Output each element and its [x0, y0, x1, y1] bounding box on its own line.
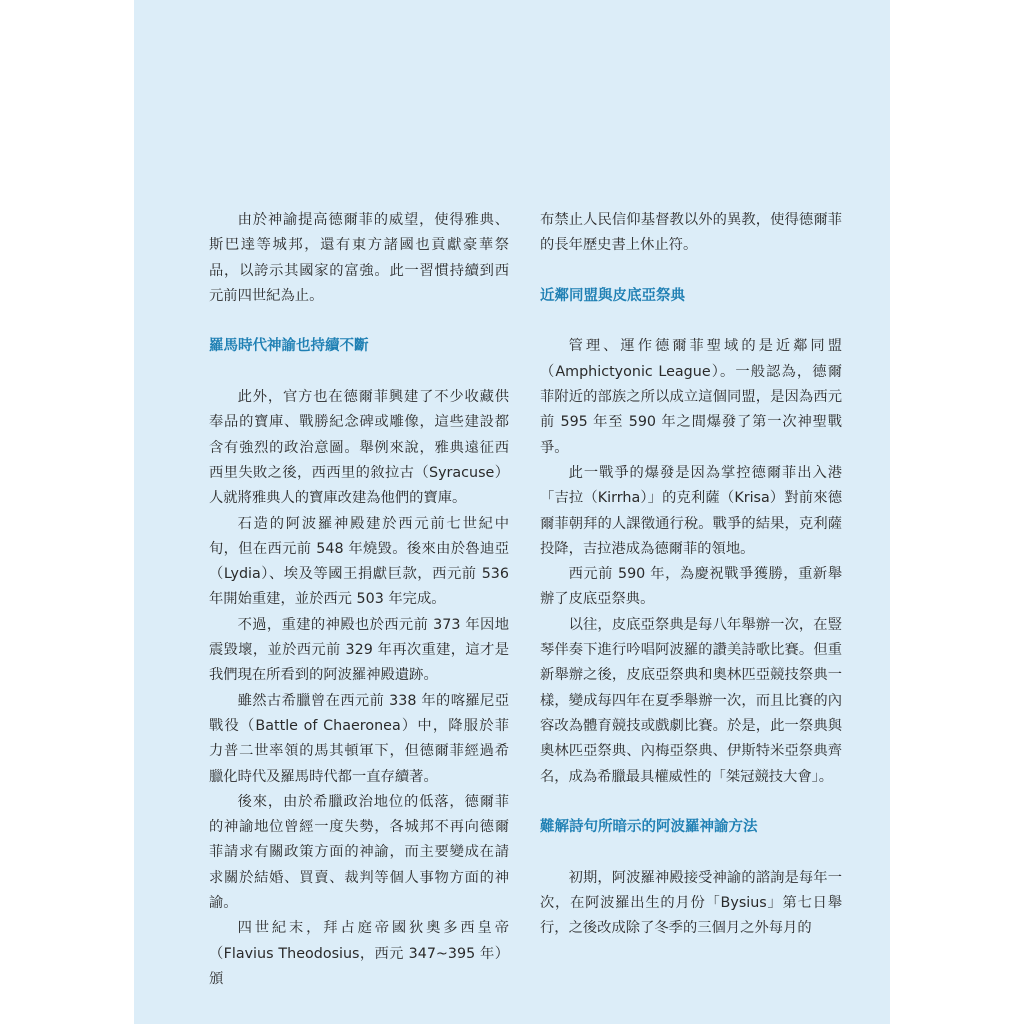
right-column [540, 208, 842, 942]
book-page [134, 0, 890, 1024]
paragraph: 四世紀末，拜占庭帝國狄奧多西皇帝（Flavius Theodosius，西元 347~395 年）頒 [209, 920, 509, 987]
paragraph: 不過，重建的神殿也於西元前 373 年因地震毀壞，並於西元前 329 年再次重建，這才是我們現在所看到的阿波羅神殿遺跡。 [209, 616, 509, 684]
paragraph: 管理、運作德爾菲聖域的是近鄰同盟（Amphictyonic League）。一般認為，德爾菲附近的部族之所以成立這個同盟，是因為西元前 595 年至 590 年之間爆發了第一次神聖戰爭。 [540, 338, 842, 456]
section-heading: 羅馬時代神諭也持續不斷 [209, 338, 369, 355]
paragraph: 西元前 590 年，為慶祝戰爭獲勝，重新舉辦了皮底亞祭典。 [540, 566, 842, 608]
paragraph: 初期，阿波羅神殿接受神諭的諮詢是每年一次，在阿波羅出生的月份「Bysius」第七日舉行，之後改成除了冬季的三個月之外每月的 [540, 869, 842, 937]
paragraph: 布禁止人民信仰基督教以外的異教，使得德爾菲的長年歷史書上休止符。 [540, 212, 842, 254]
section-heading: 近鄰同盟與皮底亞祭典 [540, 287, 685, 304]
left-column [209, 208, 509, 992]
paragraph: 雖然古希臘曾在西元前 338 年的喀羅尼亞戰役（Battle of Chaeronea）中，降服於菲力普二世率領的馬其頓軍下，但德爾菲經過希臘化時代及羅馬時代都一直存續著。 [209, 692, 509, 785]
paragraph: 此一戰爭的爆發是因為掌控德爾菲出入港「吉拉（Kirrha）」的克利薩（Krisa）對前來德爾菲朝拜的人課徵通行稅。戰爭的結果，克利薩投降，吉拉港成為德爾菲的領地。 [540, 464, 842, 557]
paragraph: 此外，官方也在德爾菲興建了不少收藏供奉品的寶庫、戰勝紀念碑或雕像，這些建設都含有強烈的政治意圖。舉例來說，雅典遠征西西里失敗之後，西西里的敘拉古（Syracuse）人就將雅典人的寶庫改建為他們的寶庫。 [209, 389, 509, 507]
paragraph: 由於神諭提高德爾菲的威望，使得雅典、斯巴達等城邦，還有東方諸國也貢獻豪華祭品，以誇示其國家的富強。此一習慣持續到西元前四世紀為止。 [209, 212, 509, 304]
paragraph: 後來，由於希臘政治地位的低落，德爾菲的神諭地位曾經一度失勢，各城邦不再向德爾菲請求有關政策方面的神諭，而主要變成在請求關於結婚、買賣、裁判等個人事物方面的神諭。 [209, 793, 509, 912]
paragraph: 以往，皮底亞祭典是每八年舉辦一次，在豎琴伴奏下進行吟唱阿波羅的讚美詩歌比賽。但重新舉辦之後，皮底亞祭典和奧林匹亞競技祭典一樣，變成每四年在夏季舉辦一次，而且比賽的內容改為體育競技或戲劇比賽。於是，此一祭典與奧林匹亞祭典、內梅亞祭典、伊斯特米亞祭典齊名，成為希臘最具權威性的「桀冠競技大會」。 [540, 616, 842, 785]
section-heading: 難解詩句所暗示的阿波羅神諭方法 [540, 819, 758, 836]
paragraph: 石造的阿波羅神殿建於西元前七世紀中旬，但在西元前 548 年燒毀。後來由於魯迪亞（Lydia）、埃及等國王捐獻巨款，西元前 536 年開始重建，並於西元 503 年完成。 [209, 515, 509, 608]
